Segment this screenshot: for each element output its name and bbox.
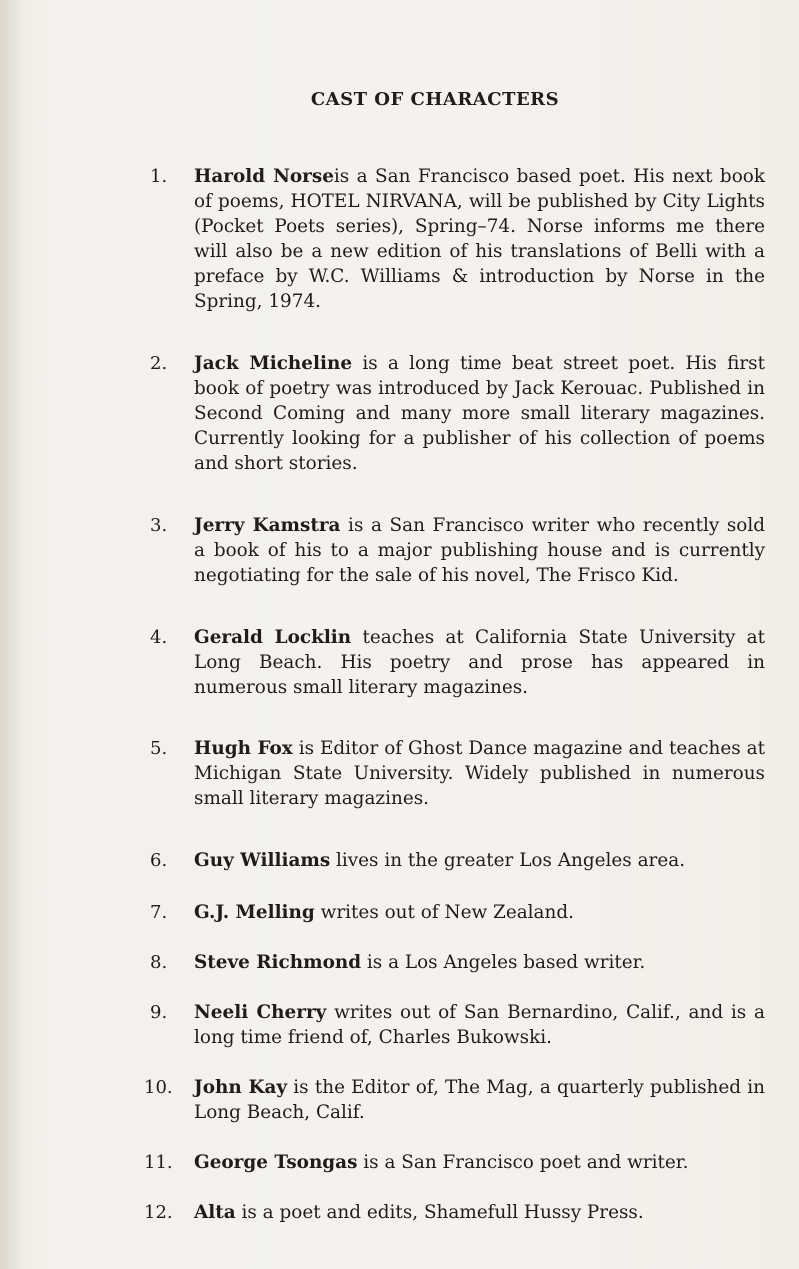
entry-number: 7. <box>150 902 168 923</box>
entry-text: writes out of New Zealand. <box>314 902 574 923</box>
entry-description <box>194 351 765 476</box>
entry-description <box>194 1150 765 1175</box>
entry-number: 6. <box>150 850 168 871</box>
entry-description <box>194 950 765 975</box>
entry-text: writes out of San Bernardino, Calif., and is a long time friend of, Charles Bukowski. <box>194 1002 765 1048</box>
entry-number: 12. <box>144 1202 173 1223</box>
entry-description <box>194 1000 765 1050</box>
page-edge-shadow <box>0 0 22 1269</box>
cast-entry-12 <box>144 1200 765 1225</box>
entry-text: is a Los Angeles based writer. <box>361 952 646 973</box>
entry-name: Neeli Cherry <box>194 1002 327 1023</box>
cast-entry-5 <box>150 736 765 811</box>
entry-text: teaches at California State University at Long Beach. His poetry and prose has appeared in numerous small literary magazines. <box>194 627 765 698</box>
entry-description <box>194 1200 765 1225</box>
entry-text: is a poet and edits, Shamefull Hussy Press. <box>235 1202 644 1223</box>
cast-entry-9 <box>150 1000 765 1050</box>
entry-number: 11. <box>144 1152 173 1173</box>
entry-text: is Editor of Ghost Dance magazine and teaches at Michigan State University. Widely published in numerous small literary magazines. <box>194 738 765 809</box>
entry-description <box>194 513 765 588</box>
entry-name: George Tsongas <box>194 1152 358 1173</box>
entry-text: is a long time beat street poet. His first book of poetry was introduced by Jack Kerouac. Published in Second Coming and many more small literary magazines. Currently looking for a publisher of his collection of poems and short stories. <box>194 353 766 474</box>
entry-name: Guy Williams <box>194 850 331 871</box>
entry-text: is the Editor of, The Mag, a quarterly published in Long Beach, Calif. <box>194 1077 765 1123</box>
entry-text: is a San Francisco based poet. His next book of poems, HOTEL NIRVANA, will be published by City Lights (Pocket Poets series), Spring–74. Norse informs me there will also be a new edition of his translations of Belli with a preface by W.C. Williams & introduction by Norse in the Spring, 1974. <box>194 166 765 312</box>
entry-number: 5. <box>150 738 168 759</box>
entry-number: 1. <box>150 166 168 187</box>
entry-name: Harold Norse <box>194 166 334 187</box>
cast-list <box>144 164 766 1225</box>
page-title <box>0 89 799 110</box>
entry-description <box>194 1075 765 1125</box>
entry-number: 2. <box>150 353 168 374</box>
cast-entry-8 <box>150 950 765 975</box>
entry-number: 9. <box>150 1002 168 1023</box>
cast-entry-7 <box>150 900 765 925</box>
entry-number: 4. <box>150 627 168 648</box>
entry-name: Steve Richmond <box>194 952 362 973</box>
cast-entry-10 <box>144 1075 765 1125</box>
entry-name: John Kay <box>194 1077 288 1098</box>
entry-text: is a San Francisco poet and writer. <box>357 1152 689 1173</box>
entry-description <box>194 848 765 873</box>
entry-name: Jack Micheline <box>194 353 353 374</box>
entry-name: Jerry Kamstra <box>194 515 341 536</box>
entry-name: G.J. Melling <box>194 902 315 923</box>
entry-description <box>194 736 765 811</box>
entry-name: Alta <box>194 1202 236 1223</box>
entry-number: 10. <box>144 1077 173 1098</box>
cast-entry-11 <box>144 1150 765 1175</box>
cast-entry-3 <box>150 513 765 588</box>
entry-text: is a San Francisco writer who recently sold a book of his to a major publishing house and is currently negotiating for the sale of his novel, The Frisco Kid. <box>194 515 765 586</box>
entry-description <box>194 900 765 925</box>
entry-text: lives in the greater Los Angeles area. <box>330 850 686 871</box>
cast-entry-6 <box>150 848 765 873</box>
page-title-text: CAST OF CHARACTERS <box>310 89 560 110</box>
entry-number: 3. <box>150 515 168 536</box>
entry-description <box>194 625 765 700</box>
cast-entry-4 <box>150 625 765 700</box>
entry-name: Gerald Locklin <box>194 627 352 648</box>
entry-description <box>194 164 765 314</box>
entry-number: 8. <box>150 952 168 973</box>
entry-name: Hugh Fox <box>194 738 293 759</box>
cast-entry-2 <box>150 351 765 476</box>
cast-entry-1 <box>150 164 765 314</box>
